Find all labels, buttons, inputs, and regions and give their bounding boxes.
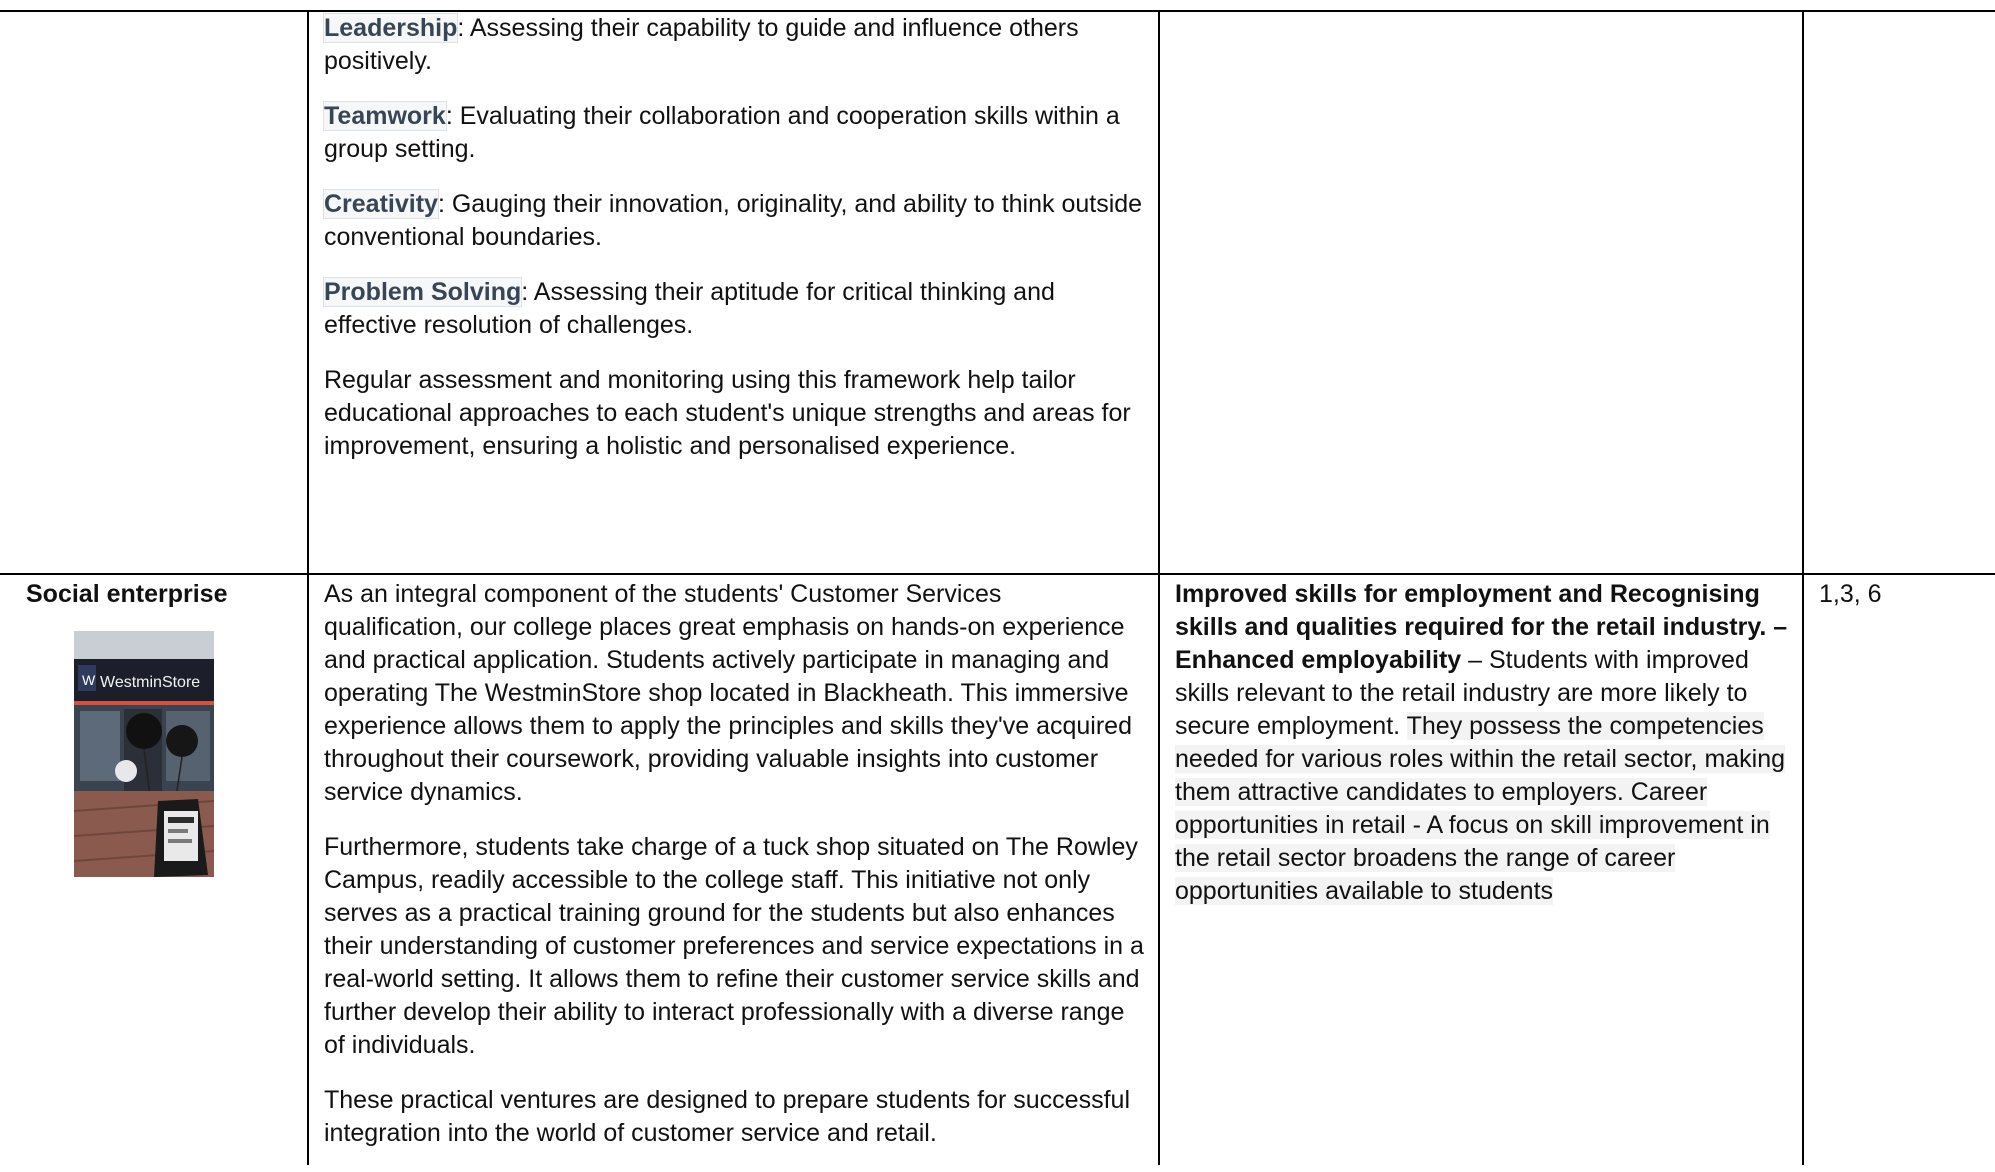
list-item: Creativity: Gauging their innovation, originality, and ability to think outside conventional boundaries. bbox=[324, 190, 1143, 251]
row2-refs-cell: 1,3, 6 bbox=[1819, 580, 1882, 608]
table-row-divider bbox=[0, 573, 1995, 575]
list-item: Problem Solving: Assessing their aptitude for critical thinking and effective resolution of challenges. bbox=[324, 278, 1055, 339]
impact-heading: Improved skills for employment and Recognising skills and qualities required for the retail industry. – Enhanced employability bbox=[1175, 580, 1788, 674]
summary-paragraph: Regular assessment and monitoring using this framework help tailor educational approaches to each student's unique strengths and areas for improvement, ensuring a holistic and personalised experience. bbox=[324, 366, 1131, 460]
row1-description-cell bbox=[324, 12, 1144, 485]
shop-front-photo bbox=[74, 631, 214, 877]
description-paragraph: As an integral component of the students' Customer Services qualification, our college places great emphasis on hands-on experience and practical application. Students actively participate in managing and operating The WestminStore shop located in Blackheath. This immersive experience allows them to apply the principles and skills they've acquired throughout their coursework, providing valuable insights into customer service dynamics. bbox=[324, 580, 1132, 806]
term-creativity: Creativity bbox=[324, 190, 438, 218]
row2-description-cell bbox=[324, 578, 1144, 1172]
table-border-left-col bbox=[307, 12, 309, 1165]
description-paragraph: These practical ventures are designed to prepare students for successful integration into the world of customer service and retail. bbox=[324, 1086, 1130, 1147]
table-border-mid-col bbox=[1158, 12, 1160, 1165]
impact-dash: – bbox=[1461, 646, 1483, 674]
impact-text-highlighted: They possess the competencies needed for various roles within the retail sector, making them attractive candidates to employers. Career opportunities in retail - A focus on skill improvement in the retail sector broadens the range of career opportunities available to students bbox=[1175, 712, 1786, 905]
shop-sign-text: WestminStore bbox=[100, 674, 201, 691]
description-paragraph: Furthermore, students take charge of a tuck shop situated on The Rowley Campus, readily accessible to the college staff. This initiative not only serves as a practical training ground for the students but also enhances their understanding of customer preferences and service expectations in a real-world setting. It allows them to refine their customer service skills and further develop their ability to interact professionally with a diverse range of individuals. bbox=[324, 833, 1144, 1059]
table-border-right-col bbox=[1802, 12, 1804, 1165]
term-leadership: Leadership bbox=[324, 14, 458, 42]
impact-text: Students with improved skills relevant to the retail industry are more likely to secure employment. bbox=[1175, 646, 1749, 740]
list-item: Leadership: Assessing their capability to guide and influence others positively. bbox=[324, 14, 1079, 75]
shop-photo-illustration bbox=[74, 631, 214, 877]
row2-impact-cell bbox=[1175, 578, 1791, 908]
term-problem-solving: Problem Solving bbox=[324, 278, 522, 306]
term-teamwork: Teamwork bbox=[324, 102, 446, 130]
row-label-social-enterprise: Social enterprise bbox=[26, 580, 228, 608]
list-item: Teamwork: Evaluating their collaboration and cooperation skills within a group setting. bbox=[324, 102, 1120, 163]
svg-text:W: W bbox=[82, 672, 96, 688]
